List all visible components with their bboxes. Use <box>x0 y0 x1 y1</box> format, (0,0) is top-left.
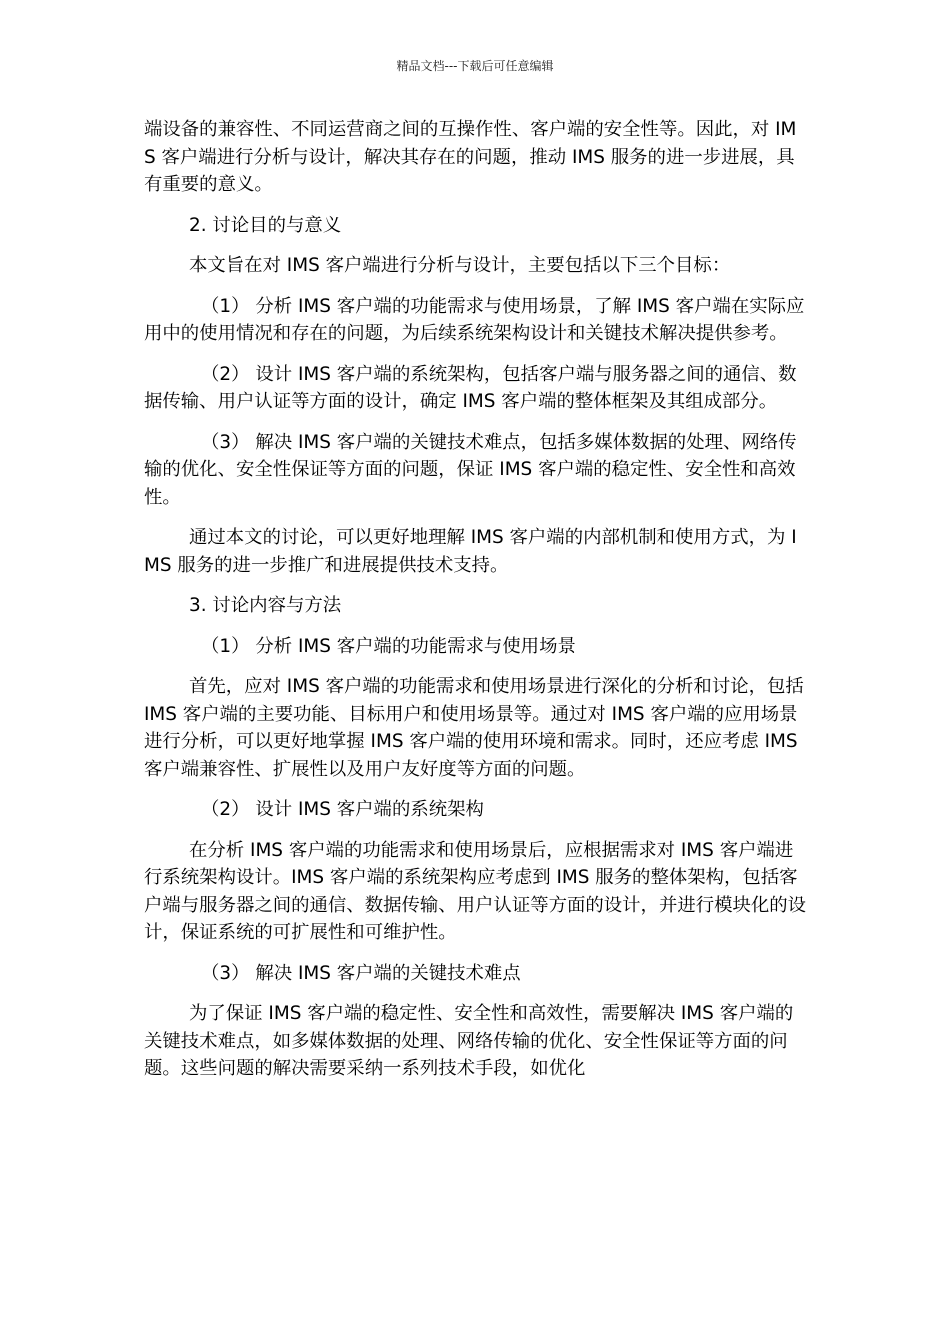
goal-item-2: （2） 设计 IMS 客户端的系统架构，包括客户端与服务器之间的通信、数据传输、用户认证等方面的设计，确定 IMS 客户端的整体框架及其组成部分。 <box>144 363 797 412</box>
paragraph-method-2: 在分析 IMS 客户端的功能需求和使用场景后，应根据需求对 IMS 客户端进行系统架构设计。IMS 客户端的系统架构应考虑到 IMS 服务的整体架构，包括客户端与服务器之间的通信、数据传输、用户认证等方面的设计，并进行模块化的设计，保证系统的可扩展性和可维护性。 <box>144 839 807 943</box>
document-body <box>144 116 808 1096</box>
subheading-3: （3） 解决 IMS 客户端的关键技术难点 <box>201 962 521 984</box>
subheading-1: （1） 分析 IMS 客户端的功能需求与使用场景 <box>201 635 576 657</box>
subheading-2: （2） 设计 IMS 客户端的系统架构 <box>201 799 484 820</box>
section-heading-purpose: 2. 讨论目的与意义 <box>189 214 342 236</box>
goal-item-1: （1） 分析 IMS 客户端的功能需求与使用场景，了解 IMS 客户端在实际应用中的使用情况和存在的问题，为后续系统架构设计和关键技术解决提供参考。 <box>144 295 805 344</box>
page-header: 精品文档---下载后可任意编辑 <box>396 59 554 73</box>
section-heading-methods: 3. 讨论内容与方法 <box>189 595 342 616</box>
goal-item-3: （3） 解决 IMS 客户端的关键技术难点，包括多媒体数据的处理、网络传输的优化、安全性保证等方面的问题，保证 IMS 客户端的稳定性、安全性和高效性。 <box>144 431 797 508</box>
paragraph-intro-continuation: 端设备的兼容性、不同运营商之间的互操作性、客户端的安全性等。因此，对 IMS 客户端进行分析与设计，解决其存在的问题，推动 IMS 服务的进一步进展，具有重要的意义。 <box>144 119 797 195</box>
paragraph-method-1: 首先，应对 IMS 客户端的功能需求和使用场景进行深化的分析和讨论，包括 IMS 客户端的主要功能、目标用户和使用场景等。通过对 IMS 客户端的应用场景进行分析，可以更好地掌握 IMS 客户端的使用环境和需求。同时，还应考虑 IMS 客户端兼容性、扩展性以及用户友好度等方面的问题。 <box>144 676 804 780</box>
paragraph-method-3: 为了保证 IMS 客户端的稳定性、安全性和高效性，需要解决 IMS 客户端的关键技术难点，如多媒体数据的处理、网络传输的优化、安全性保证等方面的问题。这些问题的解决需要采纳一系列技术手段，如优化 <box>144 1003 794 1079</box>
paragraph-goals-intro: 本文旨在对 IMS 客户端进行分析与设计，主要包括以下三个目标： <box>189 255 731 276</box>
paragraph-goals-summary: 通过本文的讨论，可以更好地理解 IMS 客户端的内部机制和使用方式，为 IMS 服务的进一步推广和进展提供技术支持。 <box>144 527 797 576</box>
